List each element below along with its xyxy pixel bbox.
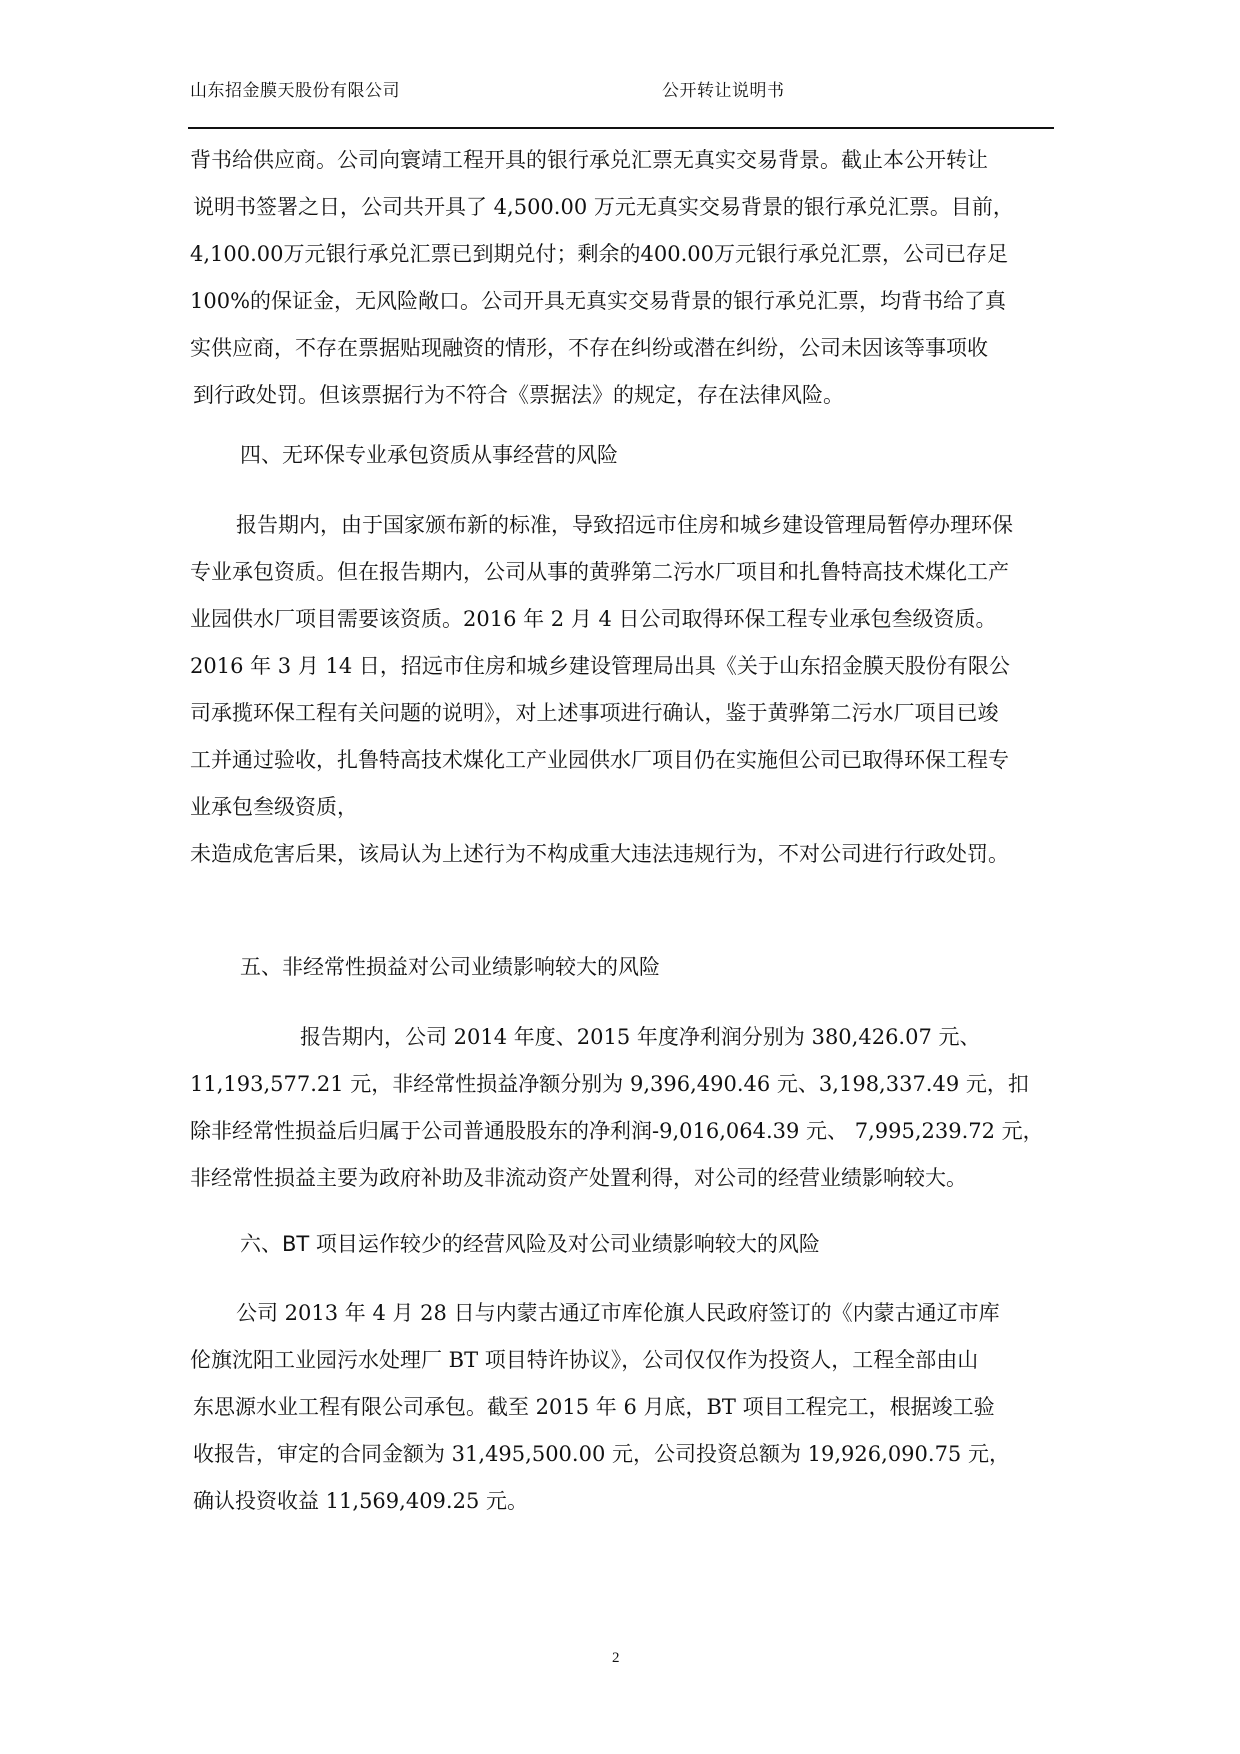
header-divider [188,127,1054,129]
paragraph-line: 说明书签署之日，公司共开具了 4,500.00 万元无真实交易背景的银行承兑汇票。目前， [193,195,1014,219]
paragraph-line: 到行政处罚。但该票据行为不符合《票据法》的规定，存在法律风险。 [193,383,844,407]
paragraph-line: 业承包叁级资质， [190,795,358,819]
paragraph-line: 100%的保证金，无风险敞口。公司开具无真实交易背景的银行承兑汇票，均背书给了真 [190,289,1007,313]
paragraph-line: 伦旗沈阳工业园污水处理厂 BT 项目特许协议》，公司仅仅作为投资人，工程全部由山 [190,1348,979,1372]
page-number: 2 [612,1650,620,1666]
paragraph-line: 专业承包资质。但在报告期内，公司从事的黄骅第二污水厂项目和扎鲁特高技术煤化工产 [190,560,1009,584]
paragraph-line: 确认投资收益 11,569,409.25 元。 [193,1489,528,1513]
paragraph-line: 报告期内，由于国家颁布新的标准，导致招远市住房和城乡建设管理局暂停办理环保 [236,513,1013,537]
paragraph-line: 11,193,577.21 元，非经常性损益净额分别为 9,396,490.46 元、3,198,337.49 元，扣 [190,1072,1029,1096]
paragraph-line: 司承揽环保工程有关问题的说明》，对上述事项进行确认，鉴于黄骅第二污水厂项目已竣 [190,701,999,725]
paragraph-line: 2016 年 3 月 14 日，招远市住房和城乡建设管理局出具《关于山东招金膜天股份有限公 [190,654,1010,678]
section-heading-4: 四、无环保专业承包资质从事经营的风险 [240,443,618,467]
section-heading-6: 六、BT 项目运作较少的经营风险及对公司业绩影响较大的风险 [240,1232,820,1256]
paragraph-line: 东思源水业工程有限公司承包。截至 2015 年 6 月底，BT 项目工程完工，根据竣工验 [193,1395,995,1419]
paragraph-line: 业园供水厂项目需要该资质。2016 年 2 月 4 日公司取得环保工程专业承包叁级资质。 [190,607,997,631]
paragraph-line: 报告期内，公司 2014 年度、2015 年度净利润分别为 380,426.07 元、 [300,1025,981,1049]
paragraph-line: 实供应商，不存在票据贴现融资的情形，不存在纠纷或潜在纠纷，公司未因该等事项收 [190,336,988,360]
paragraph-line: 4,100.00万元银行承兑汇票已到期兑付；剩余的400.00万元银行承兑汇票，公司已存足 [190,242,1008,266]
paragraph-line: 背书给供应商。公司向寰靖工程开具的银行承兑汇票无真实交易背景。截止本公开转让 [190,148,988,172]
paragraph-line: 工并通过验收，扎鲁特高技术煤化工产业园供水厂项目仍在实施但公司已取得环保工程专 [190,748,1009,772]
section-heading-5: 五、非经常性损益对公司业绩影响较大的风险 [240,955,660,979]
paragraph-line: 除非经常性损益后归属于公司普通股股东的净利润-9,016,064.39 元、 7,995,239.72 元， [190,1119,1044,1143]
header-company-name: 山东招金膜天股份有限公司 [190,81,400,101]
paragraph-line: 公司 2013 年 4 月 28 日与内蒙古通辽市库伦旗人民政府签订的《内蒙古通辽市库 [236,1301,1000,1325]
paragraph-line: 未造成危害后果，该局认为上述行为不构成重大违法违规行为，不对公司进行行政处罚。 [190,842,1009,866]
paragraph-line: 非经常性损益主要为政府补助及非流动资产处置利得，对公司的经营业绩影响较大。 [190,1166,967,1190]
paragraph-line: 收报告，审定的合同金额为 31,495,500.00 元，公司投资总额为 19,926,090.75 元， [193,1442,1010,1466]
header-document-title: 公开转让说明书 [662,81,785,101]
